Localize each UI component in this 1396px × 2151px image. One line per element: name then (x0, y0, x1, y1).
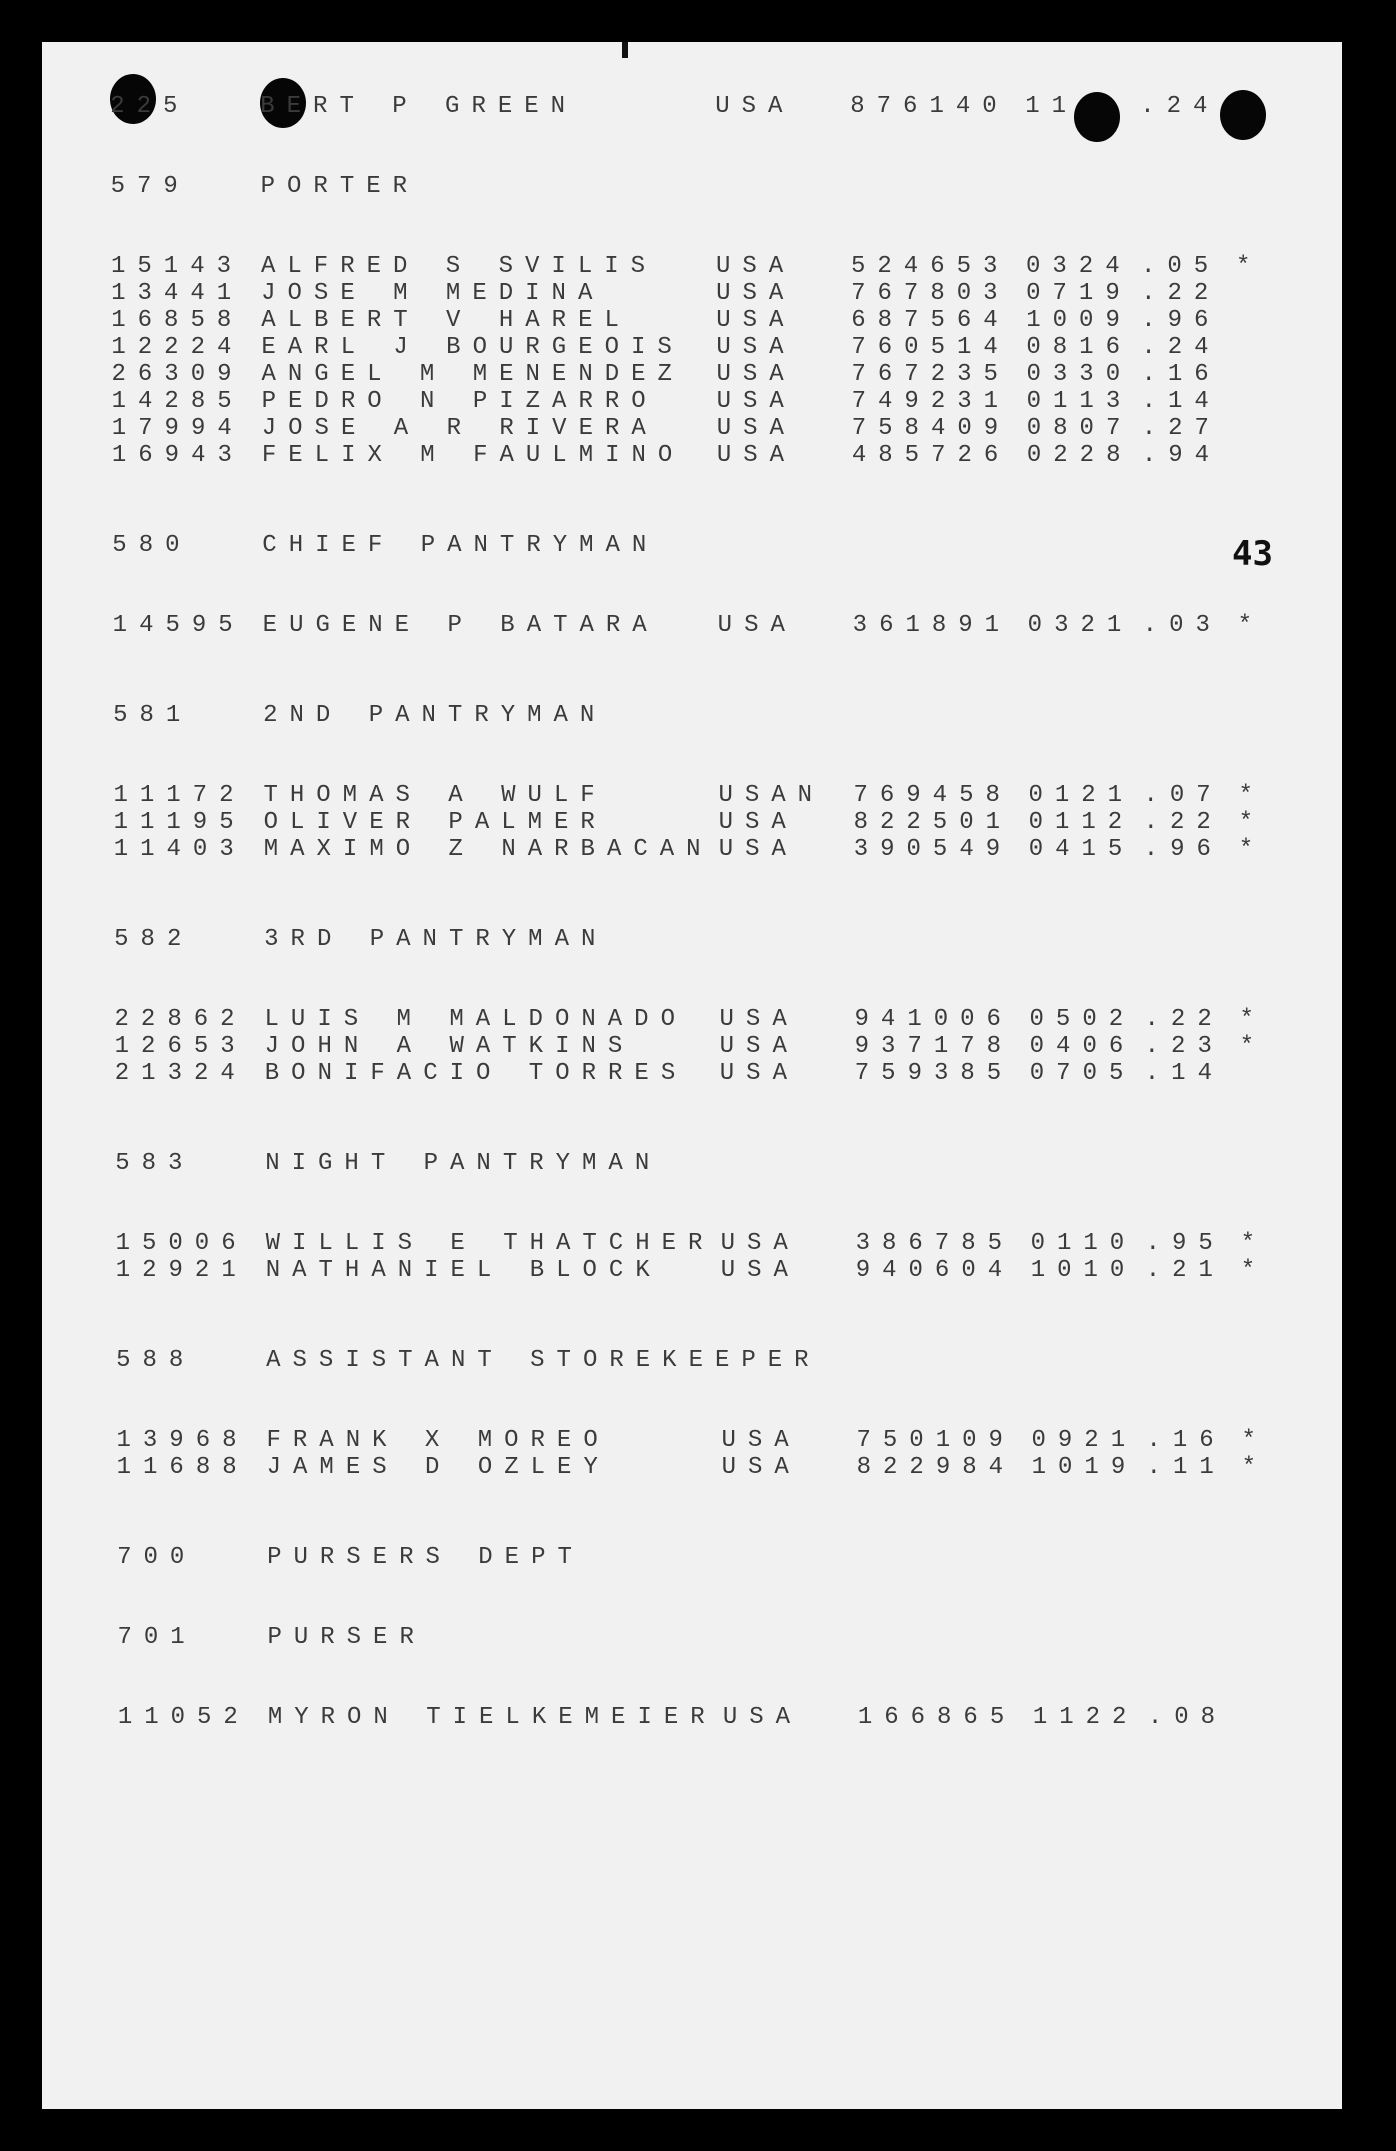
section-code: 581 (113, 702, 193, 729)
asterisk-mark: * (1235, 253, 1263, 280)
document-page (42, 42, 1342, 2109)
account-number: 749231 (851, 388, 1011, 415)
employee-name: FELIX M FAULMINO (261, 442, 685, 469)
employee-name: ALBERT V HAREL (261, 307, 631, 334)
date-code: 1019 (1031, 1454, 1138, 1481)
account-number: 361891 (852, 612, 1012, 639)
nationality: USA (716, 415, 796, 442)
date-code: 1122 (1032, 1704, 1139, 1731)
employee-name: EARL J BOURGEOIS (261, 334, 684, 361)
rate-value: .05 (1140, 253, 1221, 280)
employee-name: WILLIS E THATCHER (265, 1230, 715, 1257)
asterisk-mark: * (1238, 782, 1265, 809)
employee-number: 26309 (111, 361, 244, 388)
date-code: 0406 (1029, 1033, 1136, 1060)
date-code: 0415 (1028, 836, 1135, 863)
asterisk-mark: * (1241, 1454, 1269, 1481)
account-number: 485726 (851, 442, 1011, 469)
date-code: 0121 (1028, 782, 1135, 809)
employee-name: NATHANIEL BLOCK (265, 1257, 662, 1284)
employee-number: 12921 (115, 1257, 248, 1284)
date-code: 1010 (1030, 1257, 1137, 1284)
asterisk-mark: * (1238, 836, 1266, 863)
account-number: 758409 (851, 415, 1011, 442)
employee-number: 11052 (117, 1704, 250, 1731)
nationality: USA (716, 388, 796, 415)
date-code: 0502 (1029, 1006, 1136, 1033)
nationality: USA (717, 612, 797, 639)
section-code: 583 (115, 1150, 195, 1177)
rate-value: .07 (1143, 782, 1223, 809)
employee-name: JAMES D OZLEY (266, 1454, 610, 1481)
employee-number: 15006 (115, 1230, 248, 1257)
asterisk-mark: * (1239, 1033, 1267, 1060)
account-number: 876140 (850, 93, 1009, 120)
nationality: USA (719, 1006, 799, 1033)
employee-number: 12224 (111, 334, 244, 361)
asterisk-mark: * (1237, 612, 1265, 639)
rate-value: .94 (1141, 442, 1222, 469)
employee-number: 11172 (113, 782, 246, 809)
employee-number: 11195 (113, 809, 246, 836)
employee-number: 22862 (114, 1006, 247, 1033)
employee-name: ALFRED S SVILIS (260, 253, 658, 280)
section-code: 582 (114, 926, 194, 953)
employee-number: 13968 (116, 1427, 249, 1454)
date-code: 0705 (1029, 1060, 1136, 1087)
rate-value: .96 (1141, 307, 1221, 334)
date-code: 0110 (1030, 1230, 1137, 1257)
account-number: 822501 (853, 809, 1013, 836)
employee-name: EUGENE P BATARA (262, 612, 659, 639)
rate-value: .16 (1146, 1427, 1226, 1454)
account-number: 769458 (853, 782, 1012, 809)
date-code: 1009 (1026, 307, 1132, 334)
date-code: 0321 (1027, 612, 1134, 639)
nationality: USA (722, 1704, 803, 1731)
account-number: 940604 (855, 1257, 1015, 1284)
nationality: USA (719, 1033, 799, 1060)
account-number: 750109 (856, 1427, 1015, 1454)
nationality: USA (718, 836, 798, 863)
rate-value: .24 (1141, 334, 1221, 361)
section-title: PURSERS DEPT (267, 1544, 584, 1571)
rate-value: .08 (1147, 1704, 1228, 1731)
employee-name: JOSE M MEDINA (261, 280, 605, 307)
employee-number: 15143 (110, 253, 243, 280)
section-title: PURSER (267, 1624, 426, 1651)
nationality: USA (716, 442, 797, 469)
nationality: USA (721, 1454, 801, 1481)
employee-name: MYRON TIELKEMEIER (267, 1704, 717, 1731)
date-code: 0719 (1026, 280, 1132, 307)
employee-name: PEDRO N PIZARRO (261, 388, 658, 415)
section-title: ASSISTANT STOREKEEPER (266, 1347, 821, 1374)
rate-value: .16 (1141, 361, 1221, 388)
nationality: USA (720, 1257, 800, 1284)
account-number: 767803 (851, 280, 1010, 307)
rate-value: .11 (1146, 1454, 1226, 1481)
employee-name: THOMAS A WULF (263, 782, 607, 809)
employee-number: 225 (110, 93, 190, 120)
section-title: CHIEF PANTRYMAN (262, 532, 659, 559)
employee-number: 13441 (111, 280, 244, 307)
section-code: 579 (110, 173, 190, 200)
section-title: NIGHT PANTRYMAN (265, 1150, 662, 1177)
account-number: 822984 (856, 1454, 1016, 1481)
section-code: 700 (117, 1544, 197, 1571)
top-edge-mark (622, 42, 628, 58)
rate-value: .22 (1143, 809, 1223, 836)
employee-name: LUIS M MALDONADO (264, 1006, 687, 1033)
nationality: USA (715, 253, 796, 280)
account-number: 390549 (853, 836, 1013, 863)
rate-value: .95 (1145, 1230, 1225, 1257)
nationality: USA (720, 1230, 800, 1257)
employee-number: 16858 (111, 307, 244, 334)
account-number: 760514 (851, 334, 1010, 361)
rate-value: .21 (1145, 1257, 1225, 1284)
section-code: 588 (116, 1347, 196, 1374)
employee-name: JOSE A R RIVERA (261, 415, 658, 442)
nationality: USA (715, 93, 795, 120)
employee-name: BERT P GREEN (260, 93, 578, 120)
nationality: USA (716, 361, 796, 388)
section-title: PORTER (260, 173, 420, 200)
section-code: 701 (117, 1624, 197, 1651)
employee-number: 11688 (116, 1454, 249, 1481)
account-number: 941006 (854, 1006, 1013, 1033)
nationality: USA (716, 280, 796, 307)
employee-number: 17994 (111, 415, 244, 442)
account-number: 937178 (854, 1033, 1014, 1060)
punch-hole (1074, 92, 1120, 142)
account-number: 524653 (850, 253, 1010, 280)
page-number-stamp: 43 (1232, 534, 1273, 574)
rate-value: .14 (1141, 388, 1221, 415)
rate-value: .22 (1144, 1006, 1224, 1033)
employee-name: ANGEL M MENENDEZ (261, 361, 684, 388)
asterisk-mark: * (1240, 1230, 1267, 1257)
account-number: 166865 (857, 1704, 1017, 1731)
date-code: 0330 (1026, 361, 1133, 388)
rate-value: .23 (1144, 1033, 1224, 1060)
employee-name: MAXIMO Z NARBACAN (263, 836, 713, 863)
date-code: 0228 (1026, 442, 1133, 469)
employee-name: BONIFACIO TORRES (264, 1060, 688, 1087)
punch-hole (1220, 90, 1266, 140)
date-code: 11 (1025, 93, 1079, 120)
rate-value: .03 (1142, 612, 1222, 639)
employee-number: 16943 (111, 442, 244, 469)
nationality: USAN (718, 782, 825, 809)
employee-name: OLIVER PALMER (263, 809, 607, 836)
asterisk-mark: * (1238, 809, 1265, 836)
account-number: 767235 (851, 361, 1010, 388)
rate-value: .27 (1141, 415, 1221, 442)
nationality: USA (719, 1060, 799, 1087)
employee-name: FRANK X MOREO (266, 1427, 610, 1454)
account-number: 759385 (854, 1060, 1014, 1087)
rate-value: .96 (1143, 836, 1223, 863)
section-title: 2ND PANTRYMAN (263, 702, 607, 729)
date-code: 0921 (1031, 1427, 1138, 1454)
section-code: 580 (112, 532, 192, 559)
rate-value: .24 (1140, 93, 1220, 120)
date-code: 0324 (1025, 253, 1132, 280)
date-code: 0816 (1026, 334, 1132, 361)
employee-number: 12653 (114, 1033, 247, 1060)
nationality: USA (716, 334, 796, 361)
nationality: USA (716, 307, 796, 334)
section-title: 3RD PANTRYMAN (264, 926, 608, 953)
asterisk-mark: * (1240, 1257, 1268, 1284)
asterisk-mark: * (1241, 1427, 1268, 1454)
rate-value: .22 (1141, 280, 1221, 307)
date-code: 0113 (1026, 388, 1133, 415)
nationality: USA (718, 809, 798, 836)
asterisk-mark: * (1239, 1006, 1266, 1033)
nationality: USA (721, 1427, 801, 1454)
account-number: 386785 (855, 1230, 1014, 1257)
rate-value: .14 (1144, 1060, 1224, 1087)
employee-name: JOHN A WATKINS (264, 1033, 635, 1060)
employee-number: 21324 (114, 1060, 247, 1087)
employee-number: 14285 (111, 388, 244, 415)
account-number: 687564 (851, 307, 1010, 334)
employee-number: 11403 (113, 836, 246, 863)
employee-number: 14595 (112, 612, 245, 639)
date-code: 0112 (1028, 809, 1135, 836)
date-code: 0807 (1026, 415, 1133, 442)
